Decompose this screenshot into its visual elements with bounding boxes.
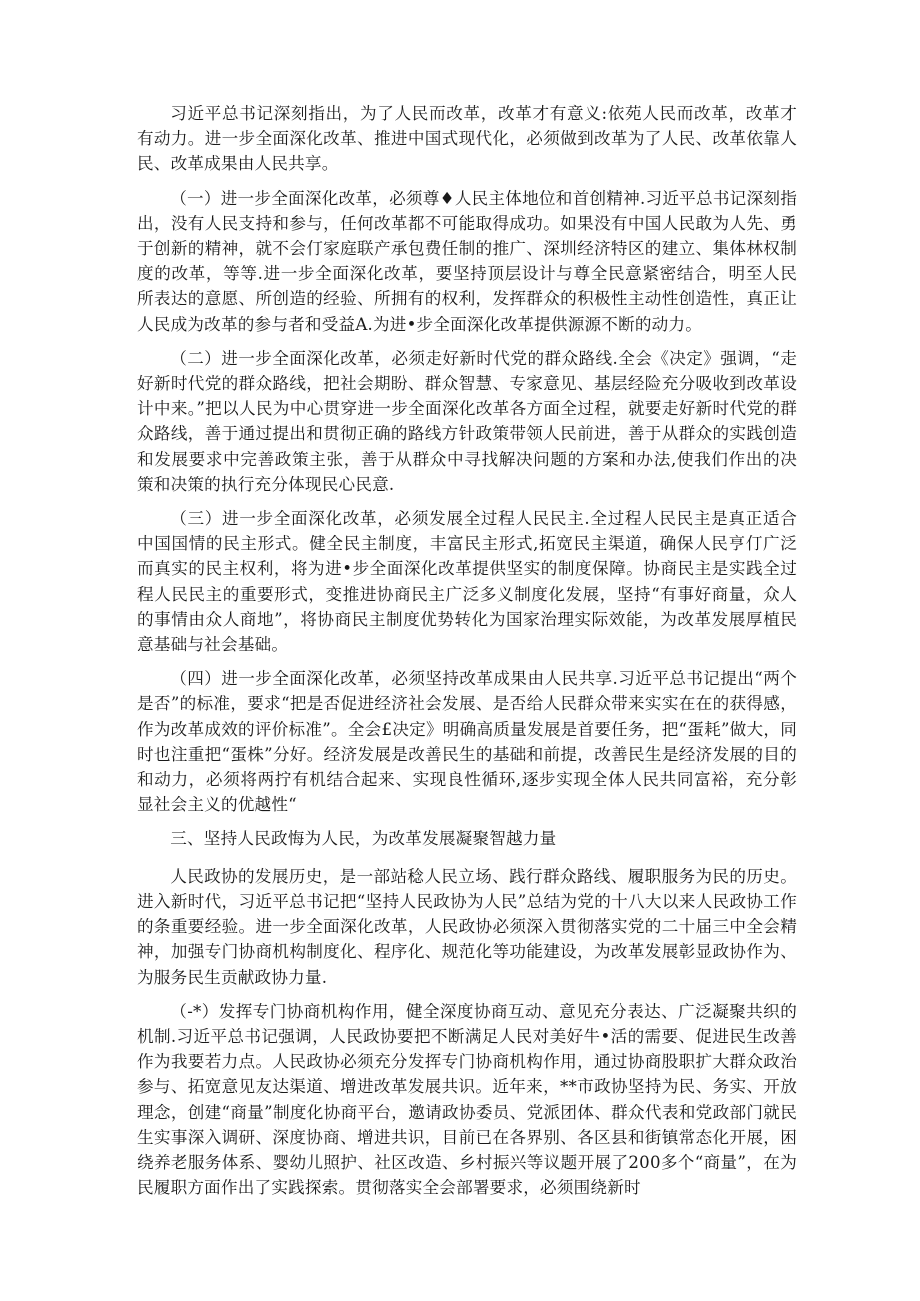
paragraph-intro: 习近平总书记深刻指出，为了人民而改革，改革才有意义:依苑人民而改革，改革才有动力。进一步全面深化改革、推进中国式现代化，必须做到改革为了人民、改革依靠人民、改革成果由人民共享。	[137, 104, 797, 174]
paragraph-consultation-mechanism: （-*）发挥专门协商机构作用，健全深度协商互动、意见充分表达、广泛凝聚共织的机制.习近平总书记强调，人民政协要把不断满足人民对美好牛•活的需要、促进民生改善作为我要若力点。人民政协必须充分发挥专门协商机构作用，通过协商股职扩大群众政治参与、拓宽意见友达渠道、增进改革发展共识。近年来，**市政协坚持为民、务实、开放理念，创建“商量”制度化协商平台，邀请政协委员、党派团体、群众代表和党政部门就民生实事深入调研、深度协商、增进共识，目前已在各界别、各区县和街镇常态化开展，困绕养老服务体系、婴幼儿照护、社区改造、乡村振兴等议题开展了200多个“商量”，在为民履职方面作出了实践探索。贯彻落实全会部署要求，必须围绕新时	[137, 1001, 797, 1198]
paragraph-cppcc-history: 人民政协的发展历史，是一部站稔人民立场、践行群众路线、履职服务为民的历史。进入新时代，习近平总书记把“坚持人民政协为人民”总结为党的十八大以来人民政协工作的条重要经验。进一步全面深化改革，人民政协必须深入贯彻落实党的二十届三中全会精神，加强专门协商机构制度化、程序化、规范化等功能建设，为改革发展彰显政协作为、为服务民生贡献政协力量.	[137, 866, 797, 987]
paragraph-section-2: （二）进一步全面深化改革，必须走好新时代党的群众路线.全会《决定》强调，“走好新时代党的群众路线，把社会期盼、群众智慧、专家意见、基层经险充分吸收到改革设计中来。”把以人民为中心贯穿进一步全面深化改革各方面全过程，就要走好新时代党的群众路线，善于通过提出和贯彻正确的路线方针政策带领人民前进，善于从群众的实践创造和发展要求中完善政策主张，善于从群众中寻找解决问题的方案和办法,使我们作出的决策和决策的执行充分体现民心民意.	[137, 348, 797, 494]
paragraph-section-4: （四）进一步全面深化改革，必须坚持改革成果由人民共享.习近平总书记提出“两个是否”的标准，要求“把是否促进经济社会发展、是否给人民群众带来实实在在的获得感，作为改革成效的评价标准”。全会£决定》明确高质量发展是首要任务，把“蛋耗”做大，同时也注重把“蛋株”分好。经济发展是改善民生的基础和前提，改善民生是经济发展的目的和动力，必须将两拧有机结合起来、实现良性循环,逐步实现全体人民共同富裕，充分彰显社会主义的优越性“	[137, 669, 797, 815]
section-heading: 三、坚持人民政悔为人民，为改革发展凝聚智越力量	[170, 829, 557, 849]
paragraph-section-1: （一）进一步全面深化改革，必须尊♦人民主体地位和首创精神.习近平总书记深刻指出，没有人民支持和参与，任何改革都不可能取得成功。如果没有中国人民敢为人先、勇于创新的精神，就不会仃家庭联产承包费任制的推广、深圳经济特区的建立、集体林权制度的改革，等等.进一步全面深化改革，要坚持顶层设计与尊全民意紧密结合，明至人民所表达的意愿、所创造的经验、所拥有的权利，发挥群众的积极性主动性创造性，真正让人民成为改革的参与者和受益A.为进•步全面深化改革提供源源不断的动力。	[137, 188, 797, 334]
document-page	[137, 101, 797, 1209]
paragraph-section-3: （三）进一步全面深化改革，必须发展全过程人民民主.全过程人民民主是真正适合中国国情的民主形式。健全民主制度，丰富民主形式,拓宽民主渠道，确保人民亨仃广泛而真实的民主权利，将为进•步全面深化改革提供坚实的制度保障。协商民主是实践全过程人民民主的重要形式，变推进协商民主广泛多义制度化发展，坚持“有事好商量，众人的事情由众人商地”，将协商民主制度优势转化为国家治理实际效能，为改革发展厚植民意基础与社会基础。	[137, 509, 797, 655]
